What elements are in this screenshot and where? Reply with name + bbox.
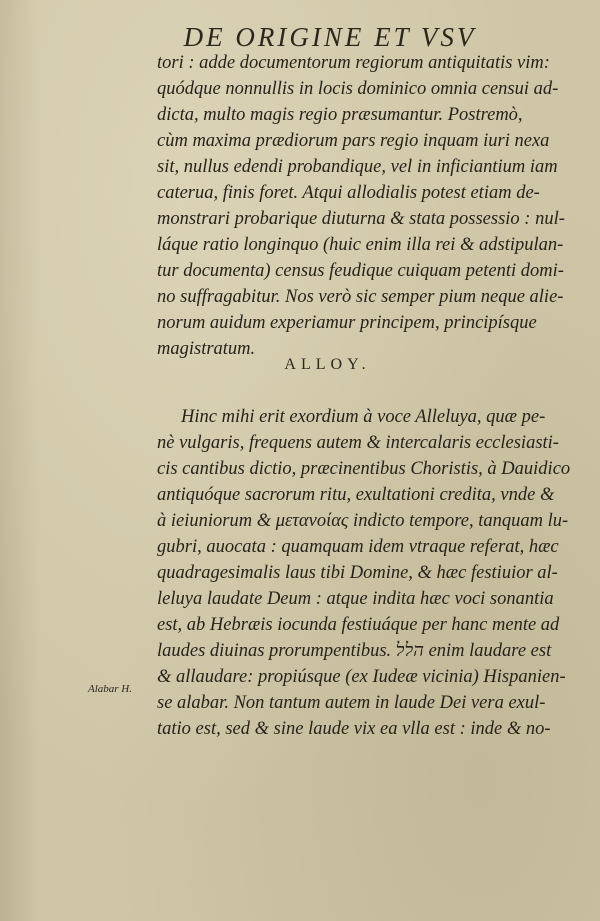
text-line: se alabar. Non tantum autem in laude Dei vera exul- (157, 693, 546, 713)
paragraph-top (157, 50, 577, 362)
text-line: Hinc mihi erit exordium à voce Alleluya, quæ pe- (181, 407, 546, 427)
text-line: gubri, auocata : quamquam idem vtraque referat, hæc (157, 537, 559, 557)
text-line: norum auidum experiamur principem, principísque (157, 313, 537, 333)
text-line: dicta, multo magis regio præsumantur. Postremò, (157, 105, 523, 125)
running-head: DE ORIGINE ET VSV (183, 22, 477, 52)
text-line: láque ratio longinquo (huic enim illa rei & adstipulan- (157, 235, 564, 255)
text-line: cis cantibus dictio, præcinentibus Choristis, à Dauidico (157, 459, 571, 479)
text-line: caterua, finis foret. Atqui allodialis potest etiam de- (157, 183, 540, 203)
text-line: no suffragabitur. Nos verò sic semper pium neque alie- (157, 287, 564, 307)
text-line: magistratum. (157, 339, 256, 359)
text-line: laudes diuinas prorumpentibus. הלל enim laudare est (157, 641, 552, 661)
paragraph-alloy (157, 404, 577, 742)
text-line: tur documenta) census feudique cuiquam petenti domi- (157, 261, 564, 281)
text-line: monstrari probarique diuturna & stata possessio : nul- (157, 209, 565, 229)
text-line: antiquóque sacrorum ritu, exultationi credita, vnde & (157, 485, 555, 505)
text-line: leluya laudate Deum : atque indita hæc voci sonantia (157, 589, 554, 609)
text-line: nè vulgaris, frequens autem & intercalaris ecclesiasti- (157, 433, 559, 453)
margin-note: Alabar H. (88, 683, 132, 695)
text-line: quódque nonnullis in locis dominico omnia censui ad- (157, 79, 559, 99)
text-line: sit, nullus edendi probandique, vel in inficiantium iam (157, 157, 558, 177)
text-line: & allaudare: propiúsque (ex Iudeæ vicinia) Hispanien- (157, 667, 566, 687)
text-line: tatio est, sed & sine laude vix ea vlla est : inde & no- (157, 719, 551, 739)
text-line: quadragesimalis laus tibi Domine, & hæc festiuior al- (157, 563, 558, 583)
text-line: est, ab Hebræis iocunda festiuáque per hanc mente ad (157, 615, 560, 635)
text-line: cùm maxima prædiorum pars regio inquam iuri nexa (157, 131, 550, 151)
text-line: tori : adde documentorum regiorum antiquitatis vim: (157, 53, 550, 73)
text-line: à ieiuniorum & μετανοίας indicto tempore, tanquam lu- (157, 511, 569, 531)
section-title: ALLOY. (284, 356, 371, 373)
